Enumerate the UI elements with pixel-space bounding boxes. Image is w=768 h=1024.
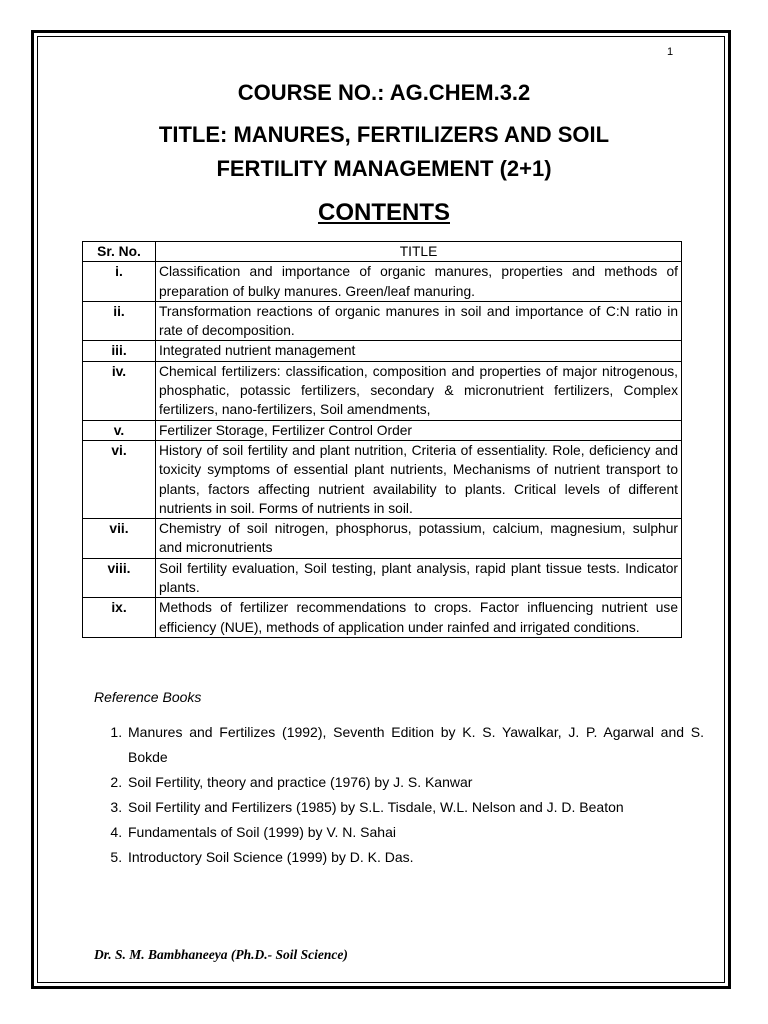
table-row <box>83 262 682 302</box>
row-sr-no: iv. <box>83 361 156 420</box>
row-title: Soil fertility evaluation, Soil testing, plant analysis, rapid plant tissue tests. Indicator plants. <box>156 558 682 598</box>
row-title: Integrated nutrient management <box>156 341 682 361</box>
reference-item: 5. Introductory Soil Science (1999) by D. K. Das. <box>126 845 704 870</box>
contents-heading: CONTENTS <box>318 199 450 226</box>
row-title: Fertilizer Storage, Fertilizer Control Order <box>156 420 682 440</box>
row-title: Methods of fertilizer recommendations to crops. Factor influencing nutrient use efficiency (NUE), methods of application under rainfed and irrigated conditions. <box>156 598 682 638</box>
row-sr-no: vi. <box>83 440 156 518</box>
page-number: 1 <box>667 46 674 58</box>
table-row <box>83 440 682 518</box>
course-number: COURSE NO.: AG.CHEM.3.2 <box>237 80 531 105</box>
row-sr-no: ii. <box>83 301 156 341</box>
row-title: Transformation reactions of organic manures in soil and importance of C:N ratio in rate of decomposition. <box>156 301 682 341</box>
reference-item: 3. Soil Fertility and Fertilizers (1985) by S.L. Tisdale, W.L. Nelson and J. D. Beaton <box>126 795 704 820</box>
row-sr-no: ix. <box>83 598 156 638</box>
table-row <box>83 420 682 440</box>
author-footer: Dr. S. M. Bambhaneeya (Ph.D.- Soil Science) <box>94 947 348 962</box>
course-title-line-1: TITLE: MANURES, FERTILIZERS AND SOIL <box>158 122 610 147</box>
table-header-row <box>83 242 682 262</box>
header-sr-no: Sr. No. <box>83 242 156 262</box>
row-sr-no: vii. <box>83 519 156 559</box>
table-row <box>83 598 682 638</box>
row-title: Chemistry of soil nitrogen, phosphorus, potassium, calcium, magnesium, sulphur and micronutrients <box>156 519 682 559</box>
header-title: TITLE <box>156 242 682 262</box>
table-row <box>83 341 682 361</box>
row-title: History of soil fertility and plant nutrition, Criteria of essentiality. Role, deficiency and toxicity symptoms of essential plant nutrients, Mechanisms of nutrient transport to plants, factors affecting nutrient availability to plants. Critical levels of different nutrients in soil. Forms of nutrients in soil. <box>156 440 682 518</box>
course-title-line-2: FERTILITY MANAGEMENT (2+1) <box>216 156 552 181</box>
reference-books-heading: Reference Books <box>94 689 202 705</box>
table-row <box>83 301 682 341</box>
table-row <box>83 519 682 559</box>
row-title: Classification and importance of organic manures, properties and methods of preparation of bulky manures. Green/leaf manuring. <box>156 262 682 302</box>
row-sr-no: viii. <box>83 558 156 598</box>
table-row <box>83 361 682 420</box>
reference-item: 1. Manures and Fertilizes (1992), Seventh Edition by K. S. Yawalkar, J. P. Agarwal and S. Bokde <box>126 720 704 770</box>
row-sr-no: iii. <box>83 341 156 361</box>
reference-item: 2. Soil Fertility, theory and practice (1976) by J. S. Kanwar <box>126 770 704 795</box>
table-row <box>83 558 682 598</box>
reference-item: 4. Fundamentals of Soil (1999) by V. N. Sahai <box>126 820 704 845</box>
row-title: Chemical fertilizers: classification, composition and properties of major nitrogenous, phosphatic, potassic fertilizers, secondary & micronutrient fertilizers, Complex fertilizers, nano-fertilizers, Soil amendments, <box>156 361 682 420</box>
row-sr-no: v. <box>83 420 156 440</box>
row-sr-no: i. <box>83 262 156 302</box>
contents-table <box>82 241 682 638</box>
reference-list <box>96 720 704 870</box>
